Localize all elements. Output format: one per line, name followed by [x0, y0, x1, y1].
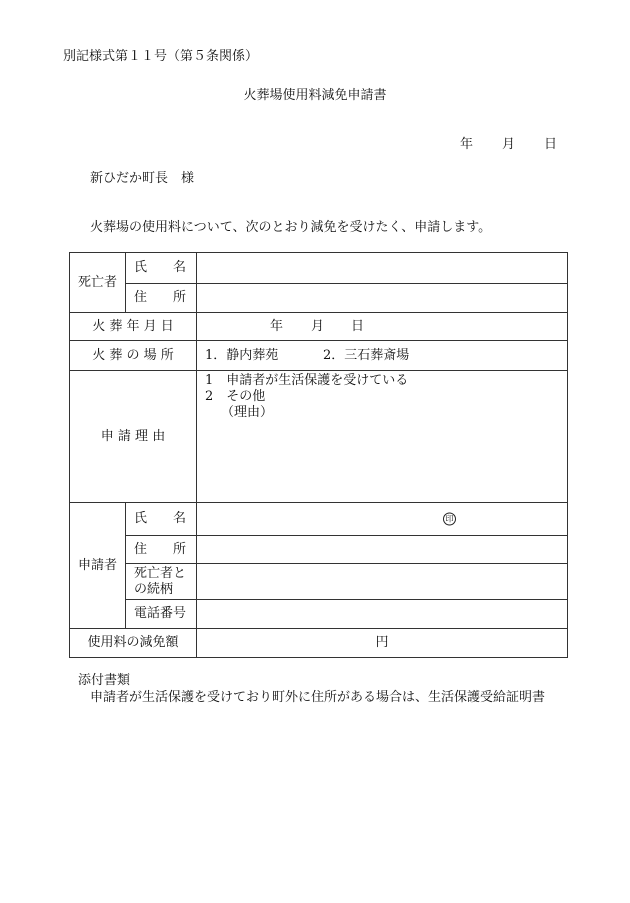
place-option-2: 2．三石葬斎場 [323, 347, 410, 363]
deceased-address-label: 住 所 [126, 284, 197, 313]
addressee: 新ひだか町長 様 [90, 171, 195, 186]
cremation-place-label: 火 葬 の 場 所 [70, 341, 197, 371]
attachment-body: 申請者が生活保護を受けており町外に住所がある場合は、生活保護受給証明書 [90, 690, 546, 705]
relationship-label-line-2: の続柄 [134, 581, 174, 597]
date-year: 年 [460, 137, 474, 152]
reason-option-1: 1 申請者が生活保護を受けている [205, 373, 409, 388]
applicant-address-label: 住 所 [126, 536, 197, 564]
cremation-date-field[interactable] [197, 313, 568, 341]
relationship-label [126, 564, 197, 600]
deceased-name-field[interactable] [197, 253, 568, 284]
cremation-year: 年 [270, 318, 284, 334]
applicant-address-field[interactable] [197, 536, 568, 564]
reason-option-2: 2 その他 [205, 389, 266, 404]
attachment-title: 添付書類 [78, 673, 131, 688]
applicant-name-label: 氏 名 [126, 503, 197, 536]
document-title: 火葬場使用料減免申請書 [243, 88, 387, 103]
fee-label: 使用料の減免額 [70, 629, 197, 658]
applicant-name-field[interactable] [197, 503, 568, 536]
fee-field[interactable] [197, 629, 568, 658]
deceased-address-field[interactable] [197, 284, 568, 313]
deceased-name-label: 氏 名 [126, 253, 197, 284]
date-day: 日 [544, 137, 558, 152]
cremation-date-label: 火 葬 年 月 日 [70, 313, 197, 341]
form-number: 別記様式第１１号（第５条関係） [63, 49, 259, 64]
fee-unit: 円 [375, 635, 389, 650]
cremation-place-field[interactable] [197, 341, 568, 371]
place-option-1: 1．静内葬苑 [205, 347, 279, 363]
seal-mark: 印 [443, 513, 456, 526]
phone-label: 電話番号 [126, 600, 197, 629]
reason-field[interactable] [197, 371, 568, 503]
relationship-label-line-1: 死亡者と [134, 565, 187, 581]
reason-note: （理由） [221, 405, 274, 420]
reason-label: 申 請 理 由 [70, 371, 197, 503]
cremation-month: 月 [311, 318, 325, 334]
intro-text: 火葬場の使用料について、次のとおり減免を受けたく、申請します。 [90, 220, 492, 235]
application-form-table [69, 252, 568, 658]
relationship-field[interactable] [197, 564, 568, 600]
deceased-label: 死亡者 [70, 253, 126, 313]
applicant-label: 申請者 [70, 503, 126, 629]
cremation-day: 日 [351, 318, 365, 334]
phone-field[interactable] [197, 600, 568, 629]
submission-date [460, 137, 557, 153]
date-month: 月 [502, 137, 516, 152]
